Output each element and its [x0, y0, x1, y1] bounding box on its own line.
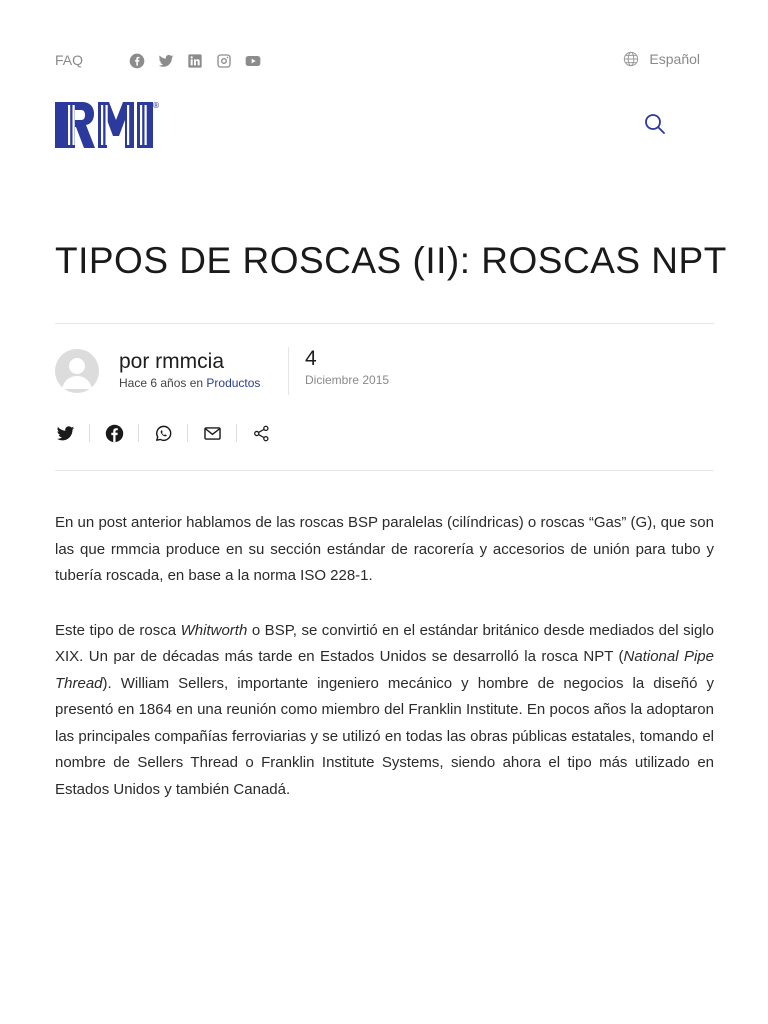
date-day: 4 — [305, 347, 317, 370]
instagram-icon[interactable] — [215, 52, 232, 69]
post-date — [305, 347, 389, 387]
globe-icon — [623, 51, 639, 67]
author-block — [119, 350, 260, 390]
share-divider — [138, 424, 139, 442]
social-links — [128, 52, 261, 69]
facebook-icon[interactable] — [104, 423, 124, 443]
page-title: TIPOS DE ROSCAS (II): ROSCAS NPT — [55, 240, 727, 281]
category-link[interactable]: Productos — [206, 376, 261, 390]
search-icon — [643, 112, 667, 136]
faq-link[interactable]: FAQ — [55, 52, 84, 68]
divider-top — [55, 323, 714, 324]
paragraph-2-text-b: o BSP, se convirtió en el estándar británico desde mediados del siglo XIX. Un par de décadas más tarde en Estados Unidos se desarrolló la rosca NPT ( — [55, 621, 714, 665]
twitter-icon[interactable] — [157, 52, 174, 69]
paragraph-2-emphasis-whitworth: Whitworth — [180, 621, 248, 639]
email-icon[interactable] — [202, 423, 222, 443]
language-label: Español — [649, 51, 700, 67]
share-divider — [236, 424, 237, 442]
post-meta — [119, 376, 260, 390]
facebook-icon[interactable] — [128, 52, 145, 69]
article-body — [55, 510, 714, 831]
avatar[interactable] — [55, 349, 99, 393]
registered-mark: ® — [152, 101, 160, 110]
top-bar — [55, 48, 700, 74]
share-icon[interactable] — [251, 423, 271, 443]
search-button[interactable] — [643, 112, 669, 138]
whatsapp-icon[interactable] — [153, 423, 173, 443]
author-name[interactable]: por rmmcia — [119, 350, 225, 373]
paragraph-2 — [55, 618, 714, 804]
youtube-icon[interactable] — [244, 52, 261, 69]
twitter-icon[interactable] — [55, 423, 75, 443]
linkedin-icon[interactable] — [186, 52, 203, 69]
share-divider — [187, 424, 188, 442]
paragraph-2-emphasis-npt: National Pipe Thread — [55, 648, 714, 692]
divider-bottom — [55, 470, 714, 471]
language-selector[interactable] — [623, 51, 700, 67]
site-logo[interactable] — [55, 100, 159, 157]
paragraph-2-text-c: ). William Sellers, importante ingeniero mecánico y hombre de negocios la diseñó y presentó en 1864 en una reunión como miembro del Franklin Institute. En pocos años la adoptaron las principales compañías ferroviarias y se utilizó en todas las obras públicas estatales, tomando el nombre de Sellers Thread o Franklin Institute Systems, siendo ahora el tipo más utilizado en Estados Unidos y también Canadá. — [55, 674, 714, 798]
meta-divider — [288, 347, 289, 395]
share-bar — [55, 423, 271, 443]
paragraph-2-text-a: Este tipo de rosca — [55, 621, 181, 639]
paragraph-1: En un post anterior hablamos de las roscas BSP paralelas (cilíndricas) o roscas “Gas” (G), que son las que rmmcia produce en su sección estándar de racorería y accesorios de unión para tubo y tubería roscada, en base a la norma ISO 228-1. — [55, 514, 714, 584]
share-divider — [89, 424, 90, 442]
date-month-year: Diciembre 2015 — [305, 373, 390, 387]
post-meta-prefix: Hace 6 años en — [119, 376, 204, 390]
